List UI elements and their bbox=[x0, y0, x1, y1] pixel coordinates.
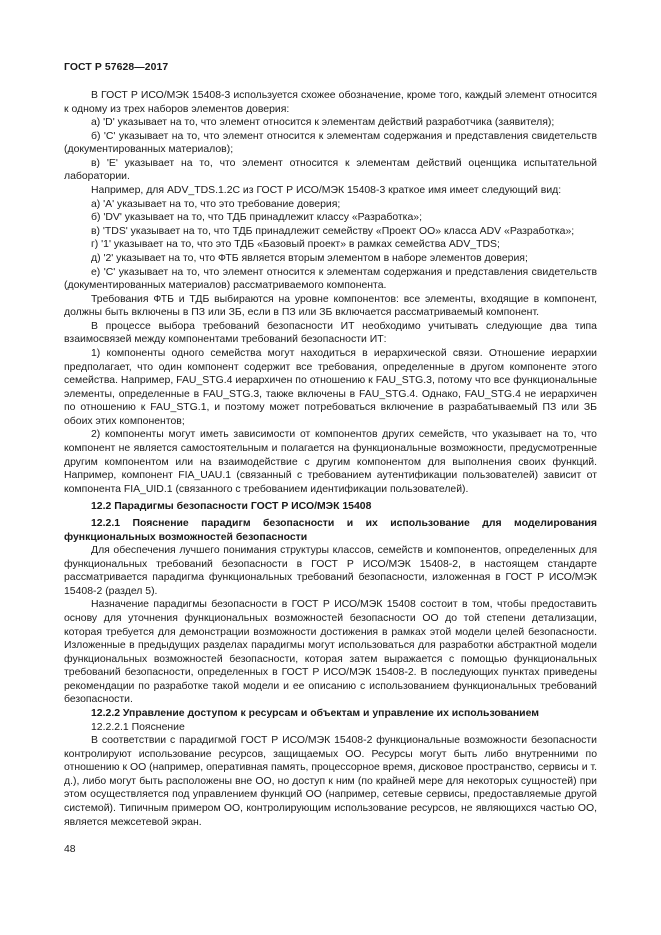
paragraph: В процессе выбора требований безопасности ИТ необходимо учитывать следующие два типа взаимосвязей между компонентами требований безопасности ИТ: bbox=[64, 320, 597, 346]
document-header: ГОСТ Р 57628—2017 bbox=[64, 62, 169, 73]
paragraph: Для обеспечения лучшего понимания структуры классов, семейств и компонентов, определенных для функциональных требований безопасности в ГОСТ Р ИСО/МЭК 15408-2, в настоящем стандарте рассматривается парадигма функциональных требований безопасности, изложенная в ГОСТ Р ИСО/МЭК 15408-2 (раздел 5). bbox=[64, 545, 597, 597]
list-item: а) 'D' указывает на то, что элемент относится к элементам действий разработчика (заявителя); bbox=[91, 117, 555, 129]
list-item: е) 'С' указывает на то, что элемент относится к элементам содержания и представления свидетельств (документированных материалов) рассматриваемого компонента. bbox=[64, 266, 597, 292]
paragraph: Например, для ADV_TDS.1.2С из ГОСТ Р ИСО/МЭК 15408-3 краткое имя имеет следующий вид: bbox=[91, 185, 562, 197]
list-item: 1) компоненты одного семейства могут находиться в иерархической связи. Отношение иерархии предполагает, что один компонент содержит все требования, определенные в другом компоненте этого семейства. Например, FAU_STG.4 иерархичен по отношению к FAU_STG.3, потому что все функциональные элементы, определенные в FAU_STG.3, также включены в FAU_STG.4. Однако, FAU_STG.4 не иерархичен по отношению к FAU_STG.1, и поэтому может потребоваться включение в разрабатываемый ПЗ или ЗБ обоих этих компонентов; bbox=[64, 347, 597, 427]
list-item: в) 'Е' указывает на то, что элемент относится к элементам действий оценщика испытательной лаборатории. bbox=[64, 157, 597, 183]
paragraph: В ГОСТ Р ИСО/МЭК 15408-3 используется схожее обозначение, кроме того, каждый элемент относится к одному из трех наборов элементов доверия: bbox=[64, 90, 597, 115]
list-item: а) 'А' указывает на то, что это требование доверия; bbox=[91, 198, 341, 210]
list-item: г) '1' указывает на то, что это ТДБ «Базовый проект» в рамках семейства ADV_TDS; bbox=[91, 239, 500, 251]
page-number: 48 bbox=[64, 844, 76, 855]
list-item: в) 'TDS' указывает на то, что ТДБ принадлежит семейству «Проект ОО» класса ADV «Разработка»; bbox=[91, 225, 575, 237]
paragraph: Назначение парадигмы безопасности в ГОСТ Р ИСО/МЭК 15408 состоит в том, чтобы предоставить основу для уточнения функциональных возможностей безопасности ОО до той степени детализации, которая требуется для демонстрации возможности достижения в рамках этой модели целей безопасности. Изложенные в предыдущих разделах парадигмы могут использоваться для разработки абстрактной модели функциональных возможностей безопасности, которая затем выражается с помощью функциональных требований безопасности, определенных в ГОСТ Р ИСО/МЭК 15408-2. В последующих пунктах приведены рекомендации по разработке такой модели и ее описанию с использованием функциональных требований безопасности. bbox=[64, 599, 597, 706]
paragraph: Требования ФТБ и ТДБ выбираются на уровне компонентов: все элементы, входящие в компонент, должны быть включены в ПЗ или ЗБ, если в ПЗ или ЗБ включается рассматриваемый компонент. bbox=[64, 293, 597, 319]
list-item: 2) компоненты могут иметь зависимости от компонентов других семейств, что указывает на то, что компонент не является самостоятельным и полагается на функциональные возможности, предусмотренные другим компонентом или на взаимодействие с другим компонентом для выполнения своих функций. Например, компонент FIA_UAU.1 (связанный с требованием аутентификации пользователей) зависит от компонента FIA_UID.1 (связанного с требованием идентификации пользователей). bbox=[64, 429, 597, 495]
list-item: д) '2' указывает на то, что ФТБ является вторым элементом в наборе элементов доверия; bbox=[91, 252, 528, 264]
section-heading-12-2-1: 12.2.1 Пояснение парадигм безопасности и их использование для моделирования функциональных возможностей безопасности bbox=[64, 517, 597, 543]
subsection-heading-12-2-2-1: 12.2.2.1 Пояснение bbox=[91, 721, 185, 733]
paragraph: В соответствии с парадигмой ГОСТ Р ИСО/МЭК 15408-2 функциональные возможности безопасности контролируют использование ресурсов, защищаемых ОО. Ресурсы могут быть либо внутренними по отношению к ОО (например, оперативная память, процессорное время, дисковое пространство, сервисы и т. д.), либо могут быть расположены вне ОО, но доступ к ним (по крайней мере для некоторых сущностей) при этом осуществляется под управлением функций ОО (например, сетевые сервисы, предоставляемые другой системой). Типичным примером ОО, контролирующим использование ресурсов, не являющихся частью ОО, является межсетевой экран. bbox=[64, 735, 597, 828]
section-heading-12-2-2: 12.2.2 Управление доступом к ресурсам и объектам и управление их использованием bbox=[91, 708, 539, 720]
document-body bbox=[64, 89, 597, 829]
list-item: б) 'DV' указывает на то, что ТДБ принадлежит классу «Разработка»; bbox=[91, 212, 422, 224]
section-heading-12-2: 12.2 Парадигмы безопасности ГОСТ Р ИСО/МЭК 15408 bbox=[91, 501, 372, 513]
list-item: б) 'С' указывает на то, что элемент относится к элементам содержания и представления свидетельств (документированных материалов); bbox=[64, 130, 597, 156]
